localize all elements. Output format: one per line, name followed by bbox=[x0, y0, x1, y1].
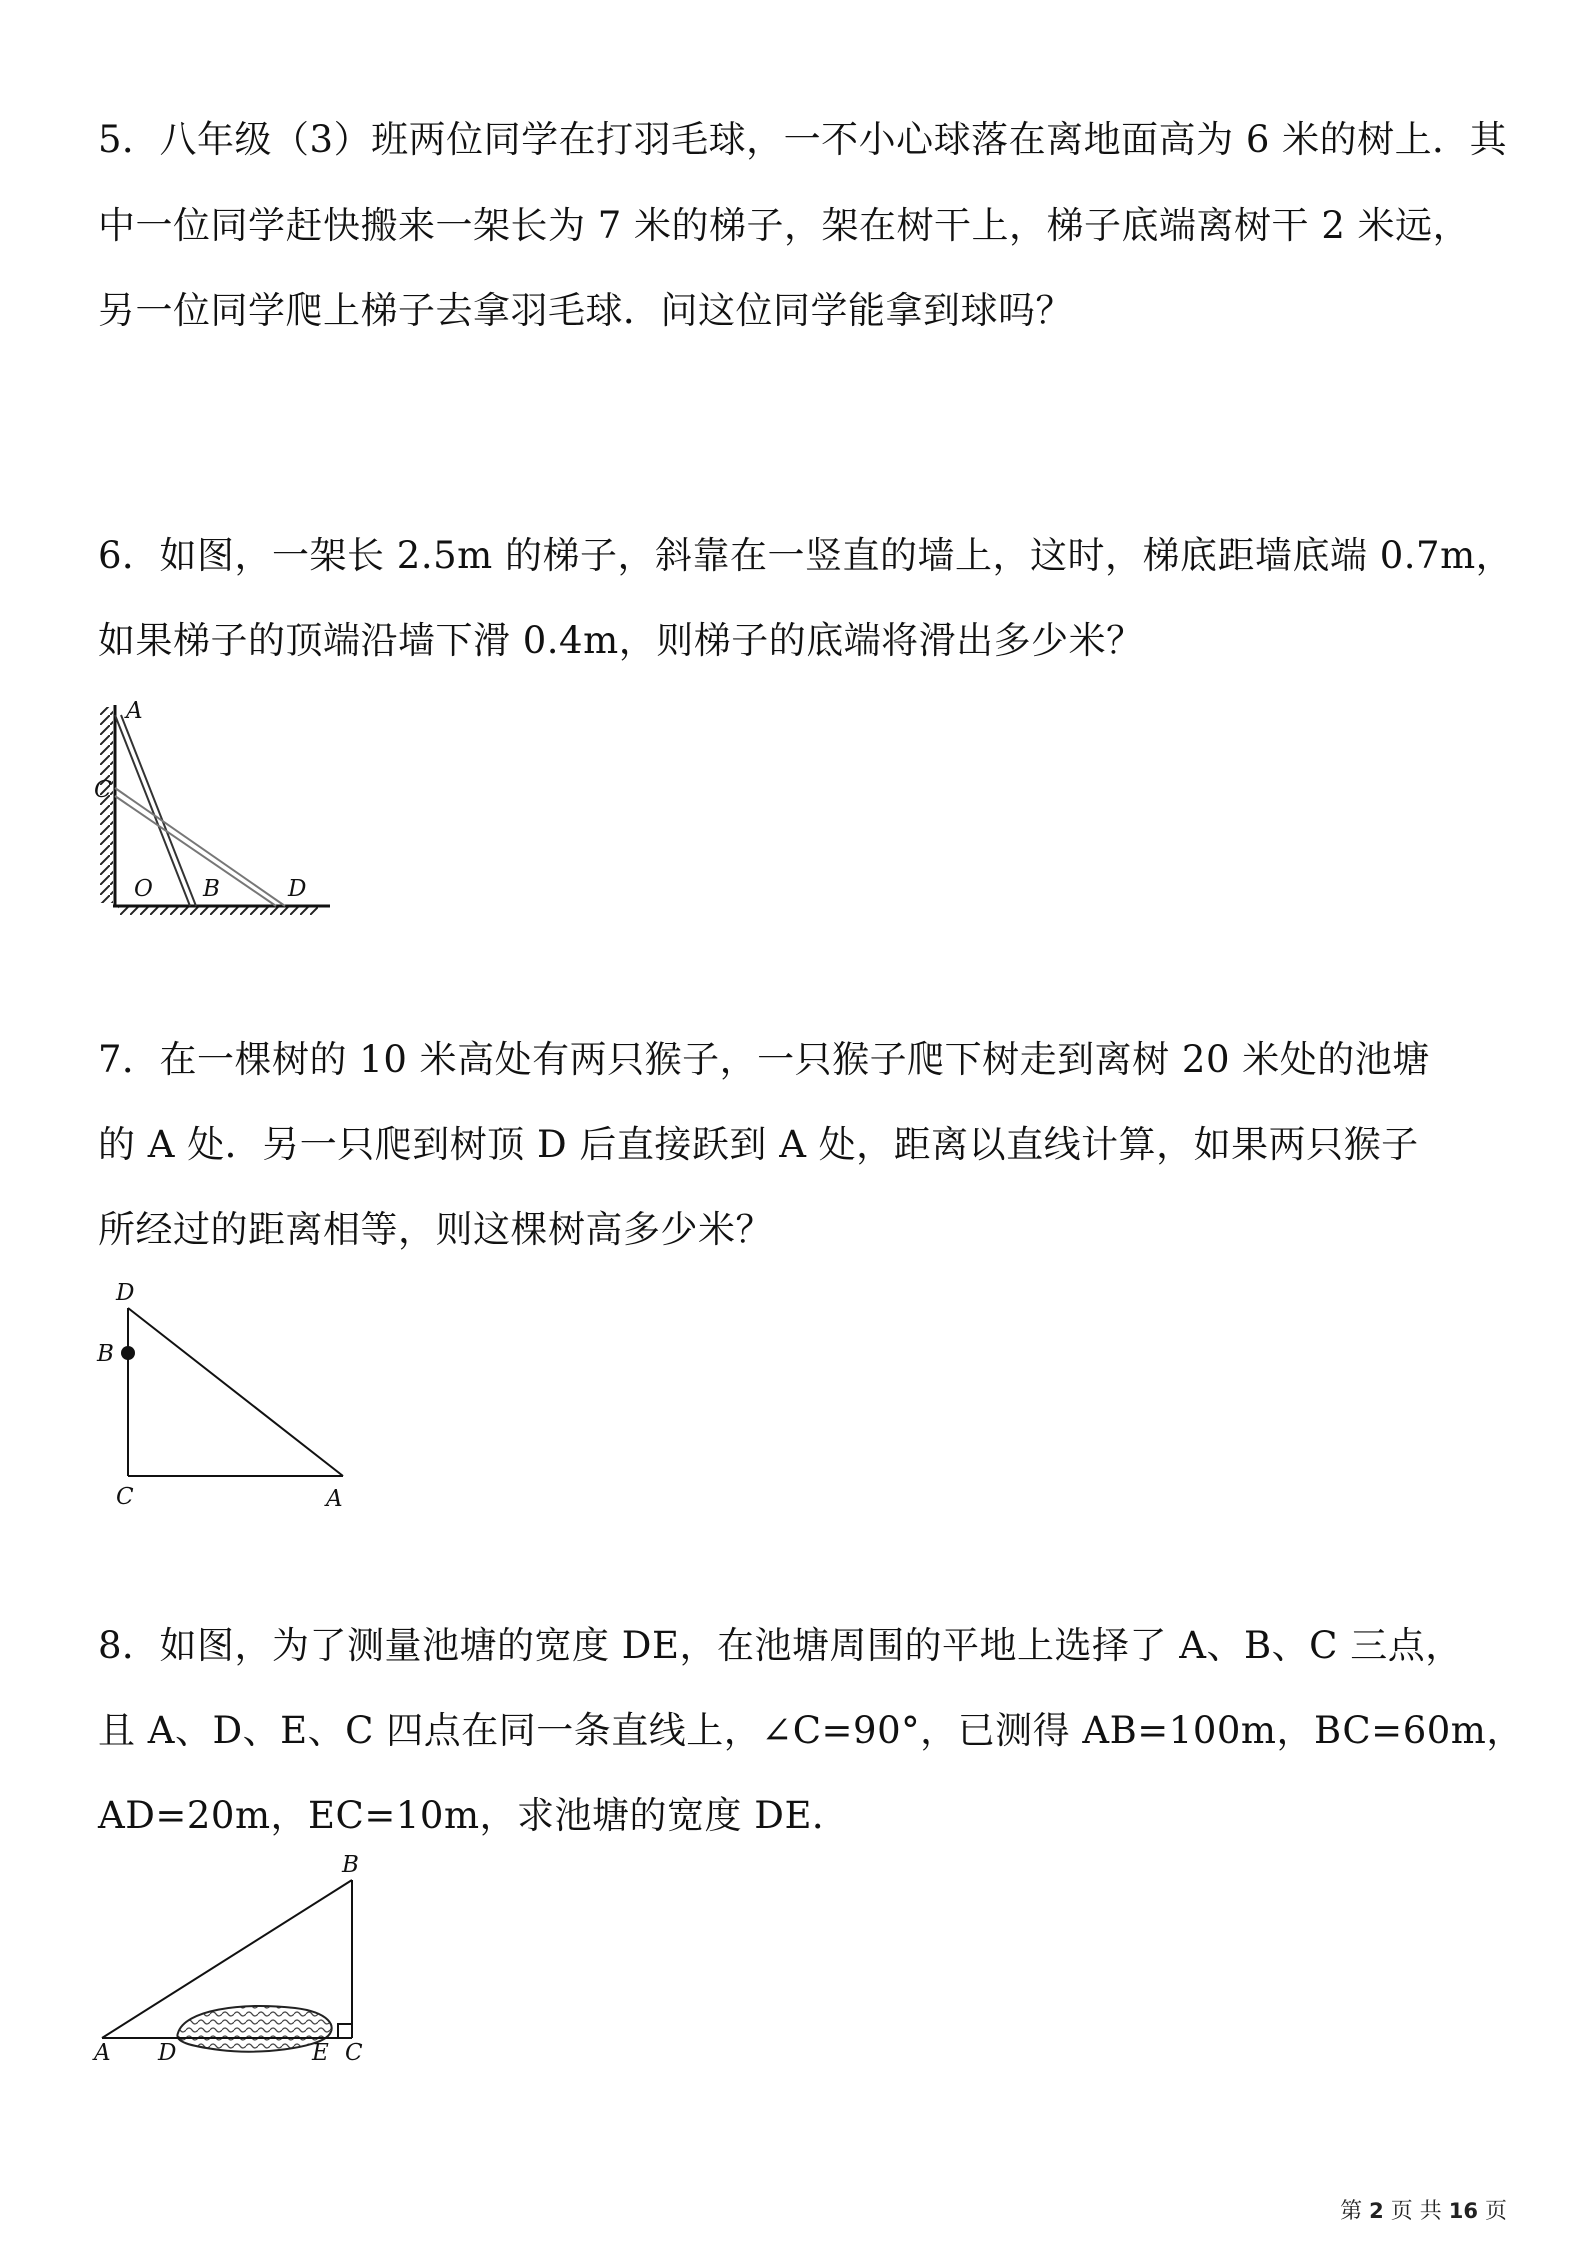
label-d: D bbox=[116, 1280, 135, 1306]
problem-8-line-1: 8．如图，为了测量池塘的宽度 DE，在池塘周围的平地上选择了 A、B、C 三点， bbox=[98, 1624, 1463, 1667]
tree-monkey-diagram bbox=[90, 1278, 360, 1518]
label-c: C bbox=[116, 1484, 134, 1510]
problem-5-line-2: 中一位同学赶快搬来一架长为 7 米的梯子，架在树干上，梯子底端离树干 2 米远， bbox=[98, 204, 1471, 247]
label-b: B bbox=[97, 1341, 114, 1367]
label-b: B bbox=[203, 876, 220, 902]
wall-hatching bbox=[100, 707, 113, 903]
label-a: A bbox=[126, 698, 143, 724]
label-e: E bbox=[312, 2040, 329, 2065]
footer-suffix: 页 bbox=[1484, 2199, 1507, 2224]
problem-5-line-1: 5．八年级（3）班两位同学在打羽毛球，一不小心球落在离地面高为 6 米的树上．其 bbox=[98, 118, 1508, 161]
problem-7-line-3: 所经过的距离相等，则这棵树高多少米？ bbox=[98, 1208, 773, 1251]
problem-5-line-3: 另一位同学爬上梯子去拿羽毛球．问这位同学能拿到球吗？ bbox=[98, 289, 1073, 332]
label-c: C bbox=[345, 2040, 363, 2065]
label-o: O bbox=[134, 876, 153, 902]
label-a: A bbox=[94, 2040, 111, 2065]
problem-8-line-2: 且 A、D、E、C 四点在同一条直线上，∠C=90°，已测得 AB=100m，BC=60m， bbox=[98, 1709, 1524, 1752]
footer-total-pages: 16 bbox=[1448, 2199, 1478, 2223]
problem-7-line-2: 的 A 处．另一只爬到树顶 D 后直接跃到 A 处，距离以直线计算，如果两只猴子 bbox=[98, 1123, 1419, 1166]
ladder-diagram bbox=[90, 695, 340, 915]
footer-page-number: 2 bbox=[1369, 2199, 1384, 2223]
label-d: D bbox=[288, 876, 307, 902]
right-angle-marker bbox=[338, 2024, 352, 2038]
point-b bbox=[121, 1346, 135, 1360]
label-b: B bbox=[342, 1852, 359, 1878]
pond-figure bbox=[90, 1850, 390, 2065]
pond-shape bbox=[177, 2006, 331, 2052]
footer-middle: 页 共 bbox=[1390, 2199, 1442, 2224]
tree-monkey-figure bbox=[90, 1278, 360, 1518]
ladder-ab-edge-2 bbox=[121, 715, 196, 906]
problem-8-line-3: AD=20m，EC=10m，求池塘的宽度 DE． bbox=[98, 1794, 850, 1837]
page-footer bbox=[1340, 2194, 1507, 2225]
problem-6-line-2: 如果梯子的顶端沿墙下滑 0.4m，则梯子的底端将滑出多少米？ bbox=[98, 619, 1144, 662]
problem-6-line-1: 6．如图，一架长 2.5m 的梯子，斜靠在一竖直的墙上，这时，梯底距墙底端 0.7m， bbox=[98, 534, 1514, 577]
label-c: C bbox=[94, 777, 112, 803]
ladder-figure bbox=[90, 695, 340, 915]
footer-prefix: 第 bbox=[1340, 2199, 1363, 2224]
pond-diagram bbox=[90, 1850, 390, 2065]
label-a: A bbox=[326, 1486, 343, 1512]
problem-7-line-1: 7．在一棵树的 10 米高处有两只猴子，一只猴子爬下树走到离树 20 米处的池塘 bbox=[98, 1038, 1430, 1081]
label-d: D bbox=[158, 2040, 177, 2065]
jump-line-da bbox=[128, 1308, 343, 1476]
